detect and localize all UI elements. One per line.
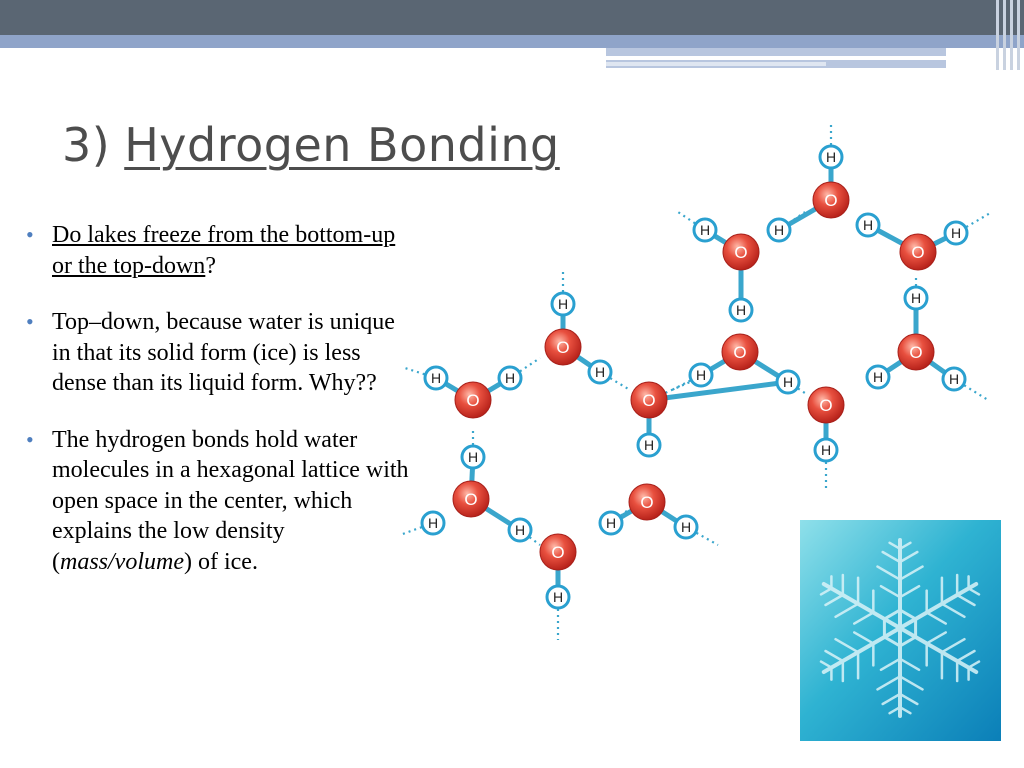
svg-text:H: H <box>514 522 526 538</box>
bullet-icon: • <box>26 309 34 334</box>
svg-text:H: H <box>948 371 960 387</box>
title-text: Hydrogen Bonding <box>124 118 560 172</box>
svg-text:O: O <box>640 493 654 512</box>
svg-text:O: O <box>824 191 838 210</box>
oxygen-atom <box>545 329 581 365</box>
bullet-list <box>22 220 412 603</box>
svg-text:H: H <box>872 369 884 385</box>
oxygen-atom <box>898 334 934 370</box>
bullet-item-answer <box>22 307 412 399</box>
hydrogen-atom <box>905 287 927 309</box>
svg-text:H: H <box>427 515 439 531</box>
oxygen-atom <box>813 182 849 218</box>
hydrogen-atom <box>462 446 484 468</box>
svg-text:O: O <box>734 243 748 262</box>
hydrogen-atom <box>638 434 660 456</box>
svg-text:H: H <box>680 519 692 535</box>
svg-text:H: H <box>504 370 516 386</box>
oxygen-atom <box>900 234 936 270</box>
title-number: 3) <box>62 118 111 172</box>
svg-text:H: H <box>773 222 785 238</box>
bullet-explanation-pre: The hydrogen bonds hold water molecules in a hexagonal lattice with open space in the center, which explains the low density ( <box>52 426 409 575</box>
svg-text:H: H <box>695 367 707 383</box>
snowflake-image <box>800 520 1001 741</box>
hydrogen-atom <box>815 439 837 461</box>
oxygen-atom <box>722 334 758 370</box>
hydrogen-atom <box>589 361 611 383</box>
header-band <box>0 0 1024 35</box>
svg-text:O: O <box>909 343 923 362</box>
svg-text:H: H <box>557 296 569 312</box>
oxygen-atom <box>455 382 491 418</box>
svg-text:O: O <box>551 543 565 562</box>
svg-text:H: H <box>467 449 479 465</box>
bullet-icon: • <box>26 222 34 247</box>
svg-text:O: O <box>819 396 833 415</box>
hydrogen-atom <box>857 214 879 236</box>
svg-text:H: H <box>782 374 794 390</box>
hydrogen-atom <box>694 219 716 241</box>
oxygen-atom <box>808 387 844 423</box>
header-edge-lines <box>990 0 1024 70</box>
bullet-answer-text: Top–down, because water is unique in that its solid form (ice) is less dense than its liquid form. Why?? <box>52 309 395 396</box>
svg-text:H: H <box>910 290 922 306</box>
svg-text:H: H <box>643 437 655 453</box>
covalent-bond <box>649 382 788 400</box>
svg-text:H: H <box>594 364 606 380</box>
hydrogen-atom <box>547 586 569 608</box>
hydrogen-atom <box>867 366 889 388</box>
hydrogen-atom <box>552 293 574 315</box>
svg-text:H: H <box>825 149 837 165</box>
svg-text:O: O <box>464 490 478 509</box>
bullet-question-tail: ? <box>205 252 216 279</box>
oxygen-atom <box>629 484 665 520</box>
hydrogen-atom <box>675 516 697 538</box>
hydrogen-atom <box>690 364 712 386</box>
hydrogen-atom <box>425 367 447 389</box>
bullet-icon: • <box>26 426 34 452</box>
hydrogen-atom <box>777 371 799 393</box>
svg-text:H: H <box>735 302 747 318</box>
oxygen-atom <box>453 481 489 517</box>
hydrogen-atom <box>509 519 531 541</box>
hydrogen-atom <box>499 367 521 389</box>
hydrogen-atom <box>422 512 444 534</box>
svg-text:H: H <box>862 217 874 233</box>
hydrogen-atom <box>600 512 622 534</box>
svg-text:H: H <box>950 225 962 241</box>
svg-text:H: H <box>699 222 711 238</box>
svg-text:H: H <box>820 442 832 458</box>
hydrogen-atom <box>943 368 965 390</box>
svg-text:O: O <box>556 338 570 357</box>
hydrogen-atom <box>768 219 790 241</box>
hydrogen-atom <box>945 222 967 244</box>
header-accent-line-2 <box>606 62 826 66</box>
svg-text:O: O <box>733 343 747 362</box>
bullet-explanation-post: ) of ice. <box>183 548 258 575</box>
oxygen-atom <box>631 382 667 418</box>
svg-text:H: H <box>552 589 564 605</box>
header-accent-line <box>606 56 946 60</box>
hydrogen-atom <box>730 299 752 321</box>
header-stripe <box>0 35 1024 48</box>
bullet-item-question <box>22 220 412 281</box>
bullet-explanation-italic: mass/volume <box>60 548 184 575</box>
bullet-item-explanation <box>22 425 412 578</box>
svg-text:O: O <box>911 243 925 262</box>
bullet-question-underlined: Do lakes freeze from the bottom-up or the top-down <box>52 222 396 279</box>
oxygen-atom <box>540 534 576 570</box>
svg-text:O: O <box>466 391 480 410</box>
hydrogen-atom <box>820 146 842 168</box>
oxygen-atom <box>723 234 759 270</box>
svg-text:H: H <box>430 370 442 386</box>
svg-text:H: H <box>605 515 617 531</box>
svg-text:O: O <box>642 391 656 410</box>
